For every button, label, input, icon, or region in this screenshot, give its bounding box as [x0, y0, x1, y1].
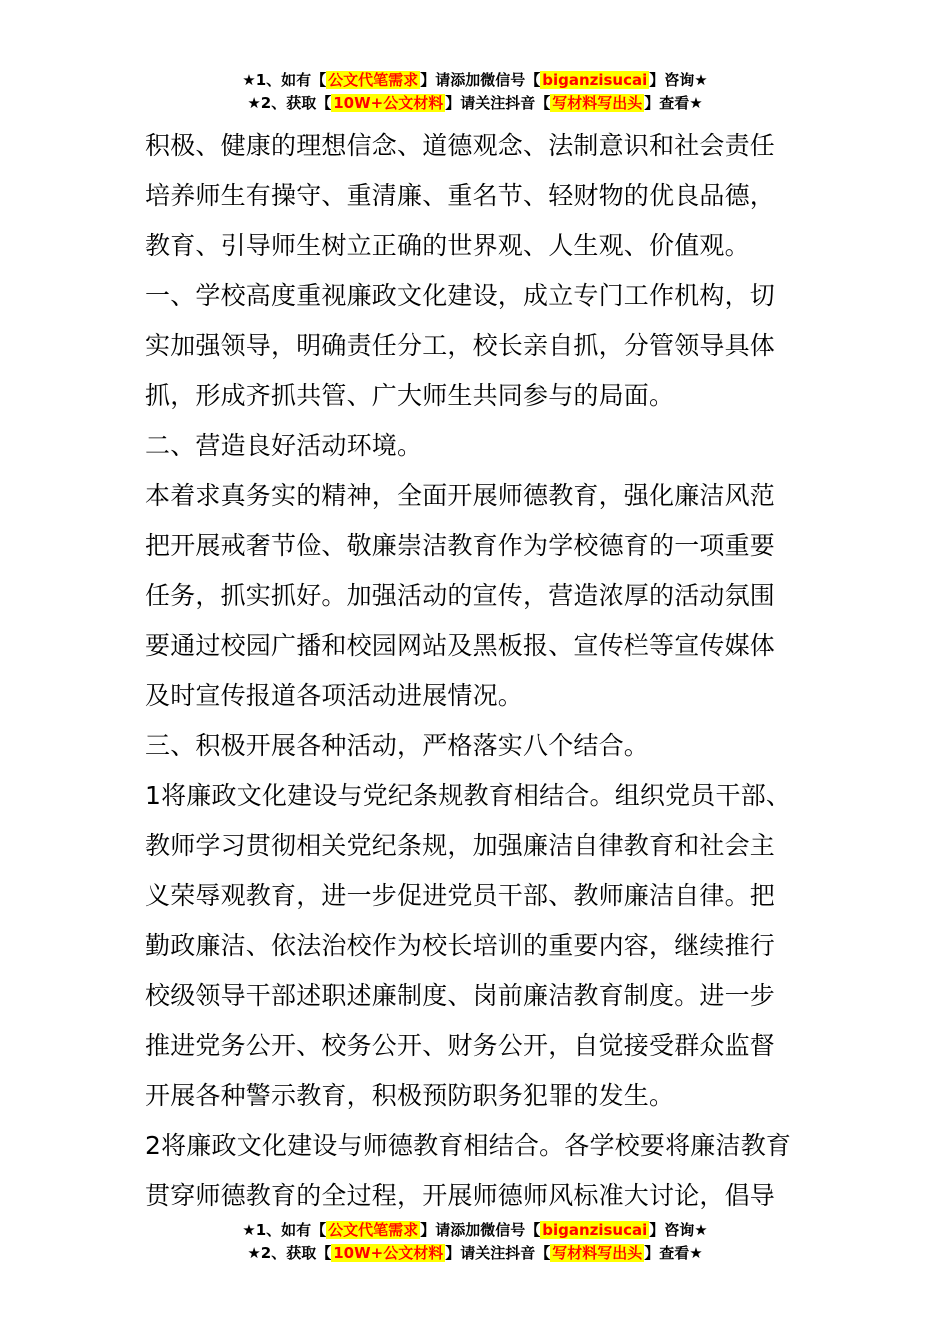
banner-line2-mid: 】请关注抖音【 [445, 94, 551, 112]
banner-line1-highlight-wechat: biganzisucai [542, 71, 648, 89]
header-banner [0, 69, 950, 115]
footer-banner [0, 1219, 950, 1265]
footer-line2-highlight-douyin: 写材料写出头 [552, 1244, 643, 1262]
banner-line2-post: 】查看★ [644, 94, 703, 112]
footer-line2-pre: ★2、获取【 [247, 1244, 332, 1262]
paragraph-item-2: 2将廉政文化建设与师德教育相结合。各学校要将廉洁教育 贯穿师德教育的全过程，开展师德师风标准大讨论，倡导 [145, 1131, 792, 1210]
banner-line1-mid: 】请添加微信号【 [420, 71, 541, 89]
banner-line-2 [0, 92, 950, 115]
paragraph-section-1: 一、学校高度重视廉政文化建设，成立专门工作机构，切 实加强领导，明确责任分工，校长亲自抓，分管领导具体 抓，形成齐抓共管、广大师生共同参与的局面。 [145, 281, 776, 410]
footer-line2-highlight-materials: 10W+公文材料 [333, 1244, 444, 1262]
footer-banner-line-1 [0, 1219, 950, 1242]
banner-line2-highlight-douyin: 写材料写出头 [552, 94, 643, 112]
footer-line2-post: 】查看★ [644, 1244, 703, 1262]
footer-line2-mid: 】请关注抖音【 [445, 1244, 551, 1262]
banner-line1-post: 】咨询★ [649, 71, 708, 89]
banner-line2-pre: ★2、获取【 [247, 94, 332, 112]
footer-line1-pre: ★1、如有【 [242, 1221, 327, 1239]
footer-line1-mid: 】请添加微信号【 [420, 1221, 541, 1239]
paragraph-item-1: 1将廉政文化建设与党纪条规教育相结合。组织党员干部、 教师学习贯彻相关党纪条规，加强廉洁自律教育和社会主 义荣辱观教育，进一步促进党员干部、教师廉洁自律。把 勤政廉洁、依法治校作为校长培训的重要内容，继续推行 校级领导干部述职述廉制度、岗前廉洁教育制度。进一步 推进党务公开、校务公开、财务公开，自觉接受群众监督 开展各种警示教育，积极预防职务犯罪的发生。 [145, 781, 792, 1110]
heading-section-3: 三、积极开展各种活动，严格落实八个结合。 [145, 731, 650, 760]
banner-line1-highlight-service: 公文代笔需求 [328, 71, 419, 89]
footer-line1-highlight-wechat: biganzisucai [542, 1221, 648, 1239]
footer-line1-highlight-service: 公文代笔需求 [328, 1221, 419, 1239]
footer-banner-line-2 [0, 1242, 950, 1265]
heading-section-2: 二、营造良好活动环境。 [145, 431, 423, 460]
banner-line1-pre: ★1、如有【 [242, 71, 327, 89]
banner-line-1 [0, 69, 950, 92]
footer-line1-post: 】咨询★ [649, 1221, 708, 1239]
paragraph-intro: 积极、健康的理想信念、道德观念、法制意识和社会责任 培养师生有操守、重清廉、重名节、轻财物的优良品德， 教育、引导师生树立正确的世界观、人生观、价值观。 [145, 131, 776, 260]
banner-line2-highlight-materials: 10W+公文材料 [333, 94, 444, 112]
document-body [145, 121, 815, 1221]
paragraph-section-2: 本着求真务实的精神，全面开展师德教育，强化廉洁风范 把开展戒奢节俭、敬廉崇洁教育作为学校德育的一项重要 任务，抓实抓好。加强活动的宣传，营造浓厚的活动氛围 要通过校园广播和校园网站及黑板报、宣传栏等宣传媒体 及时宣传报道各项活动进展情况。 [145, 481, 776, 710]
